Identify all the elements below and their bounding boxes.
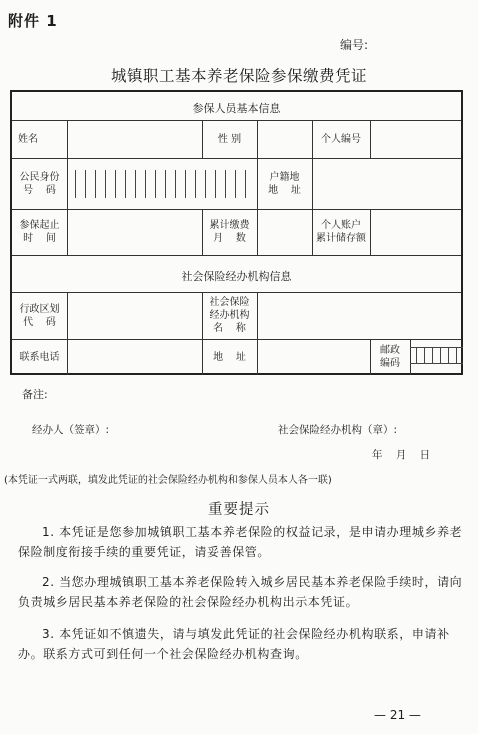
- id-number-label: 公民身份 号 码: [19, 171, 60, 196]
- personal-number-label: 个人编号: [321, 133, 361, 145]
- gender-field[interactable]: [258, 121, 311, 157]
- account-balance-label: 个人账户 累计储存额: [316, 220, 366, 244]
- date-label: 年 月 日: [372, 449, 431, 461]
- contribution-months-field[interactable]: [258, 210, 311, 254]
- region-code-label: 行政区划 代 码: [19, 303, 60, 328]
- insured-period-field[interactable]: [68, 210, 201, 254]
- id-number-digit-boxes[interactable]: [67, 170, 257, 198]
- page-number: — 21 —: [374, 708, 421, 722]
- agency-seal-label: 社会保险经办机构（章）:: [278, 424, 398, 436]
- tip-paragraph-2: 2. 当您办理城镇职工基本养老保险转入城乡居民基本养老保险手续时，请向负责城乡居民基本养老保险的社会保险经办机构出示本凭证。: [18, 575, 463, 609]
- agency-name-field[interactable]: [258, 293, 463, 338]
- attachment-label: 附件 1: [8, 12, 58, 30]
- tip-paragraph-3: 3. 本凭证如不慎遗失，请与填发此凭证的社会保险经办机构联系，申请补办。联系方式可到任何一个社会保险经办机构查询。: [18, 627, 450, 661]
- tip-paragraph-1: 1. 本凭证是您参加城镇职工基本养老保险的权益记录，是申请办理城乡养老保险制度衔接手续的重要凭证，请妥善保管。: [18, 525, 463, 559]
- hukou-address-label: 户籍地 地 址: [268, 171, 301, 196]
- section-insured-info: 参保人员基本信息: [192, 102, 281, 115]
- phone-field[interactable]: [68, 340, 201, 374]
- name-field[interactable]: [68, 121, 201, 157]
- account-balance-field[interactable]: [371, 210, 463, 254]
- section-agency-info: 社会保险经办机构信息: [181, 270, 292, 283]
- address-field[interactable]: [258, 340, 369, 374]
- region-code-field[interactable]: [68, 293, 201, 338]
- notes-label: 备注:: [22, 388, 48, 401]
- postcode-digit-boxes[interactable]: [410, 347, 463, 364]
- contribution-form-table: [10, 90, 463, 375]
- name-label: 姓名: [18, 133, 38, 145]
- insured-period-label: 参保起止 时 间: [19, 220, 60, 244]
- handler-signature-label: 经办人（签章）:: [32, 424, 110, 436]
- personal-number-field[interactable]: [371, 121, 463, 157]
- important-tips-title: 重要提示: [208, 502, 270, 518]
- address-label: 地 址: [213, 351, 246, 363]
- document-title: 城镇职工基本养老保险参保缴费凭证: [110, 67, 367, 85]
- agency-name-label: 社会保险 经办机构 名 称: [209, 297, 250, 334]
- postcode-label: 邮政 编码: [380, 345, 400, 369]
- gender-label: 性 别: [217, 133, 242, 145]
- serial-number-label: 编号:: [340, 38, 369, 52]
- copies-note: (本凭证一式两联，填发此凭证的社会保险经办机构和参保人员本人各一联): [4, 475, 332, 486]
- contribution-months-label: 累计缴费 月 数: [209, 220, 250, 244]
- phone-label: 联系电话: [19, 351, 60, 363]
- hukou-address-field[interactable]: [313, 159, 463, 208]
